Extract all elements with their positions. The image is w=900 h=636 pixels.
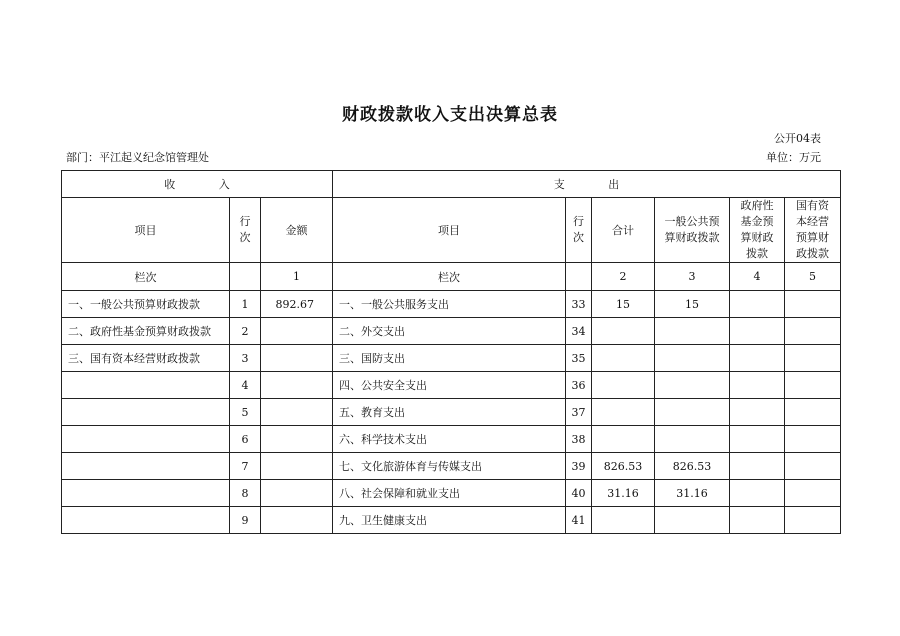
expense-line-cell: 37 xyxy=(566,399,592,426)
general-budget-cell xyxy=(655,372,730,399)
expense-item-cell: 八、社会保障和就业支出 xyxy=(333,480,566,507)
expense-line-cell: 40 xyxy=(566,480,592,507)
income-line-cell: 1 xyxy=(230,291,261,318)
income-line-cell: 8 xyxy=(230,480,261,507)
state-capital-cell xyxy=(785,426,841,453)
state-capital-cell xyxy=(785,291,841,318)
income-line-cell: 7 xyxy=(230,453,261,480)
income-item-cell xyxy=(62,426,230,453)
budget-summary-table xyxy=(61,170,841,534)
gov-fund-cell xyxy=(730,372,785,399)
expense-item-cell: 二、外交支出 xyxy=(333,318,566,345)
column-index-cell: 2 xyxy=(592,263,655,291)
column-index-cell: 1 xyxy=(261,263,333,291)
expense-line-cell: 35 xyxy=(566,345,592,372)
general-budget-cell xyxy=(655,426,730,453)
state-capital-cell xyxy=(785,399,841,426)
income-amount-cell: 892.67 xyxy=(261,291,333,318)
state-capital-cell xyxy=(785,453,841,480)
income-item-header: 项目 xyxy=(62,198,230,263)
income-amount-header: 金额 xyxy=(261,198,333,263)
general-budget-cell: 31.16 xyxy=(655,480,730,507)
income-amount-cell xyxy=(261,318,333,345)
column-index-label: 栏次 xyxy=(333,263,566,291)
table-row xyxy=(62,372,841,399)
income-line-cell: 2 xyxy=(230,318,261,345)
table-row xyxy=(62,291,841,318)
expense-line-cell: 38 xyxy=(566,426,592,453)
total-cell xyxy=(592,345,655,372)
income-amount-cell xyxy=(261,426,333,453)
income-amount-cell xyxy=(261,372,333,399)
income-line-cell: 4 xyxy=(230,372,261,399)
expense-item-cell: 九、卫生健康支出 xyxy=(333,507,566,534)
expense-item-cell: 一、一般公共服务支出 xyxy=(333,291,566,318)
gov-fund-cell xyxy=(730,507,785,534)
unit-label: 单位：万元 xyxy=(766,151,821,164)
income-item-cell xyxy=(62,399,230,426)
income-item-cell xyxy=(62,372,230,399)
income-amount-cell xyxy=(261,399,333,426)
column-index-cell: 4 xyxy=(730,263,785,291)
general-budget-cell xyxy=(655,507,730,534)
income-line-header: 行次 xyxy=(230,198,261,263)
table-row xyxy=(62,426,841,453)
gov-fund-cell xyxy=(730,345,785,372)
gov-fund-cell xyxy=(730,453,785,480)
expense-line-cell: 34 xyxy=(566,318,592,345)
income-line-cell: 3 xyxy=(230,345,261,372)
total-cell: 31.16 xyxy=(592,480,655,507)
expense-item-cell: 七、文化旅游体育与传媒支出 xyxy=(333,453,566,480)
income-item-cell xyxy=(62,453,230,480)
expense-item-cell: 五、教育支出 xyxy=(333,399,566,426)
column-index-cell: 5 xyxy=(785,263,841,291)
column-index-cell xyxy=(230,263,261,291)
income-line-cell: 5 xyxy=(230,399,261,426)
general-budget-header: 一般公共预算财政拨款 xyxy=(655,198,730,263)
expense-line-cell: 41 xyxy=(566,507,592,534)
gov-fund-cell xyxy=(730,291,785,318)
income-item-cell: 三、国有资本经营财政拨款 xyxy=(62,345,230,372)
column-index-cell xyxy=(566,263,592,291)
table-row xyxy=(62,507,841,534)
gov-fund-header: 政府性基金预算财政拨款 xyxy=(730,198,785,263)
table-row xyxy=(62,345,841,372)
expense-item-header: 项目 xyxy=(333,198,566,263)
income-item-cell: 一、一般公共预算财政拨款 xyxy=(62,291,230,318)
expense-item-cell: 三、国防支出 xyxy=(333,345,566,372)
general-budget-cell xyxy=(655,345,730,372)
income-line-cell: 9 xyxy=(230,507,261,534)
state-capital-cell xyxy=(785,507,841,534)
column-index-label: 栏次 xyxy=(62,263,230,291)
gov-fund-cell xyxy=(730,318,785,345)
expense-line-cell: 33 xyxy=(566,291,592,318)
income-amount-cell xyxy=(261,507,333,534)
table-row xyxy=(62,399,841,426)
state-capital-cell xyxy=(785,372,841,399)
gov-fund-cell xyxy=(730,399,785,426)
income-line-cell: 6 xyxy=(230,426,261,453)
income-item-cell xyxy=(62,507,230,534)
state-capital-cell xyxy=(785,345,841,372)
gov-fund-cell xyxy=(730,426,785,453)
income-amount-cell xyxy=(261,345,333,372)
income-item-cell xyxy=(62,480,230,507)
table-row xyxy=(62,453,841,480)
total-cell xyxy=(592,507,655,534)
total-cell xyxy=(592,426,655,453)
income-amount-cell xyxy=(261,480,333,507)
general-budget-cell xyxy=(655,318,730,345)
gov-fund-cell xyxy=(730,480,785,507)
expense-line-header: 行次 xyxy=(566,198,592,263)
general-budget-cell xyxy=(655,399,730,426)
general-budget-cell: 15 xyxy=(655,291,730,318)
income-item-cell: 二、政府性基金预算财政拨款 xyxy=(62,318,230,345)
page-title: 财政拨款收入支出决算总表 xyxy=(342,105,558,125)
table-row xyxy=(62,318,841,345)
state-capital-cell xyxy=(785,480,841,507)
expense-section-header: 支 出 xyxy=(333,171,841,198)
total-cell: 15 xyxy=(592,291,655,318)
total-cell xyxy=(592,372,655,399)
general-budget-cell: 826.53 xyxy=(655,453,730,480)
total-header: 合计 xyxy=(592,198,655,263)
total-cell xyxy=(592,318,655,345)
table-row xyxy=(62,480,841,507)
state-capital-header: 国有资本经营预算财政拨款 xyxy=(785,198,841,263)
total-cell: 826.53 xyxy=(592,453,655,480)
form-number: 公开04表 xyxy=(774,132,821,145)
expense-item-cell: 六、科学技术支出 xyxy=(333,426,566,453)
income-amount-cell xyxy=(261,453,333,480)
total-cell xyxy=(592,399,655,426)
department-label: 部门：平江起义纪念馆管理处 xyxy=(66,151,209,164)
expense-line-cell: 39 xyxy=(566,453,592,480)
income-section-header: 收 入 xyxy=(62,171,333,198)
state-capital-cell xyxy=(785,318,841,345)
expense-line-cell: 36 xyxy=(566,372,592,399)
expense-item-cell: 四、公共安全支出 xyxy=(333,372,566,399)
column-index-cell: 3 xyxy=(655,263,730,291)
